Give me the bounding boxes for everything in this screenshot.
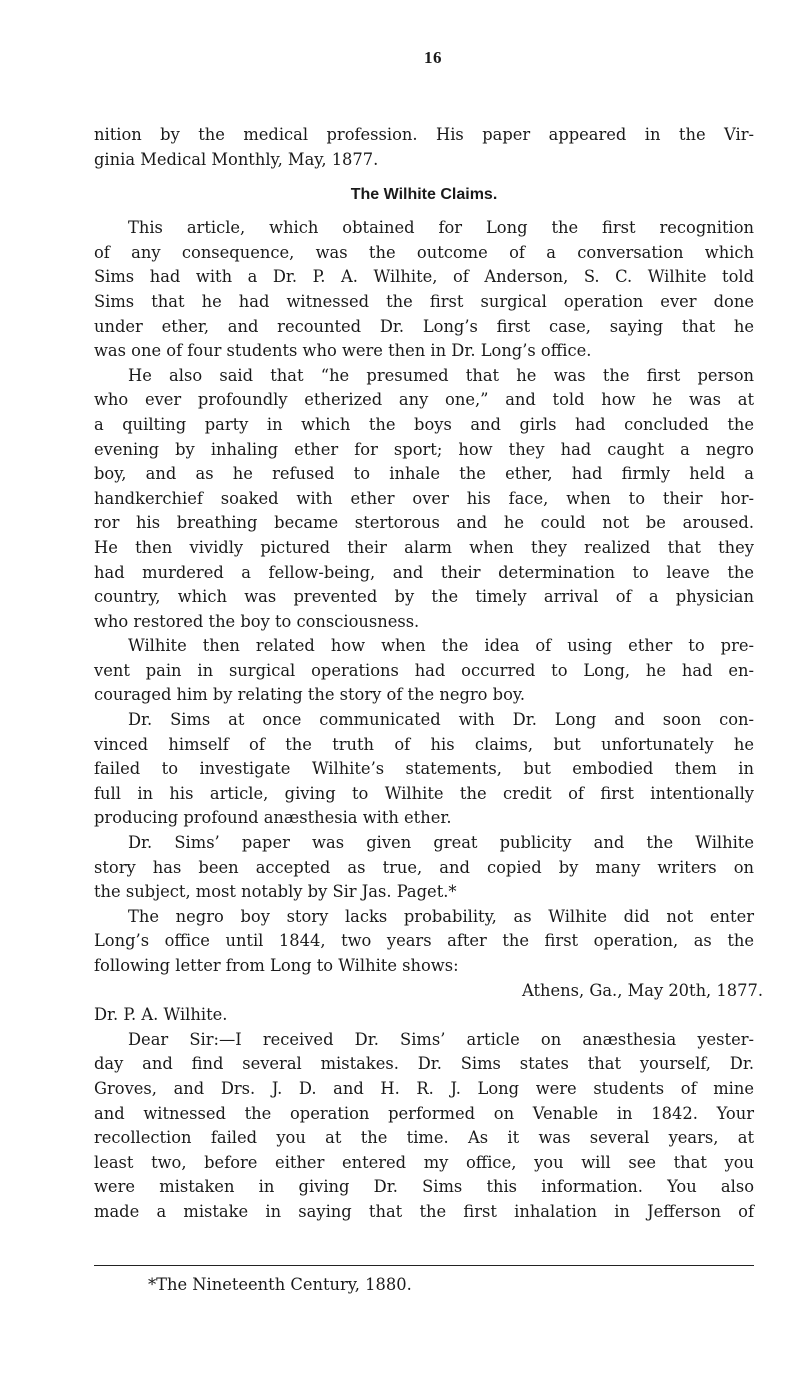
spacer (94, 208, 754, 216)
text-line: Dr. Sims’ paper was given great publicity and the Wilhite (128, 833, 754, 853)
paragraph-he-also-said (94, 364, 754, 635)
text-line: had murdered a fellow-being, and their determination to leave the (94, 562, 754, 582)
text-line: vent pain in surgical operations had occurred to Long, he had en- (94, 660, 754, 680)
text-line: Sims that he had witnessed the first surgical operation ever done (94, 291, 754, 311)
footnote: *The Nineteenth Century, 1880. (148, 1275, 412, 1294)
paragraph-wilhite-related (94, 634, 754, 708)
text-line: Dr. Sims at once communicated with Dr. Long and soon con- (128, 710, 754, 730)
text-line: ginia Medical Monthly, May, 1877. (94, 149, 379, 169)
text-line: a quilting party in which the boys and girls had concluded the (94, 414, 754, 434)
text-line: under ether, and recounted Dr. Long’s first case, saying that he (94, 316, 754, 336)
text-line: Dear Sir:—I received Dr. Sims’ article on anæsthesia yester- (128, 1029, 754, 1049)
text-line: failed to investigate Wilhite’s statements, but embodied them in (94, 759, 754, 779)
text-line: country, which was prevented by the timely arrival of a physician (94, 587, 754, 607)
text-line: Long’s office until 1844, two years after the first operation, as the (94, 931, 754, 951)
text-line: couraged him by relating the story of the negro boy. (94, 685, 526, 705)
letter-body (94, 1028, 754, 1225)
text-line: day and find several mistakes. Dr. Sims states that yourself, Dr. (94, 1054, 754, 1074)
text-line: the subject, most notably by Sir Jas. Paget.* (94, 882, 457, 902)
paragraph-negro-boy-story (94, 905, 754, 979)
opening-paragraph (94, 123, 754, 172)
text-line: was one of four students who were then in Dr. Long’s office. (94, 341, 592, 361)
letter-dateline: Athens, Ga., May 20th, 1877. (522, 980, 764, 1000)
text-line: least two, before either entered my office, you will see that you (94, 1152, 754, 1172)
footnote-divider (94, 1265, 754, 1266)
text-line: following letter from Long to Wilhite shows: (94, 956, 459, 975)
text-line: handkerchief soaked with ether over his face, when to their hor- (94, 488, 754, 508)
paragraph-sims-paper (94, 831, 754, 905)
text-line: recollection failed you at the time. As it was several years, at (94, 1128, 754, 1148)
text-line: producing profound anæsthesia with ether. (94, 808, 452, 828)
text-line: boy, and as he refused to inhale the ether, had firmly held a (94, 464, 754, 484)
section-title: The Wilhite Claims. (350, 186, 498, 204)
text-line: nition by the medical profession. His paper appeared in the Vir- (94, 125, 754, 144)
text-line: story has been accepted as true, and copied by many writers on (94, 857, 754, 877)
text-line: and witnessed the operation performed on Venable in 1842. Your (94, 1103, 754, 1123)
body-text (94, 123, 764, 1225)
page-number: 16 (424, 48, 442, 67)
text-line: The negro boy story lacks probability, as Wilhite did not enter (128, 906, 754, 926)
letter-addressee: Dr. P. A. Wilhite. (94, 1005, 228, 1025)
text-line: This article, which obtained for Long the first recognition (128, 218, 754, 238)
text-line: Wilhite then related how when the idea of using ether to pre- (128, 636, 754, 656)
text-line: full in his article, giving to Wilhite the credit of first intentionally (94, 783, 754, 803)
text-line: were mistaken in giving Dr. Sims this information. You also (94, 1177, 754, 1197)
text-line: Groves, and Drs. J. D. and H. R. J. Long were students of mine (94, 1078, 754, 1098)
text-line: ror his breathing became stertorous and he could not be aroused. (94, 513, 754, 533)
text-line: who restored the boy to consciousness. (94, 611, 420, 631)
text-line: evening by inhaling ether for sport; how they had caught a negro (94, 439, 754, 459)
text-line: He then vividly pictured their alarm when they realized that they (94, 537, 754, 557)
paragraph-dr-sims (94, 708, 754, 831)
text-line: of any consequence, was the outcome of a conversation which (94, 242, 754, 262)
text-line: He also said that “he presumed that he was the first person (128, 365, 754, 385)
text-line: made a mistake in saying that the first inhalation in Jefferson of (94, 1201, 754, 1221)
text-line: Sims had with a Dr. P. A. Wilhite, of Anderson, S. C. Wilhite told (94, 267, 754, 287)
text-line: vinced himself of the truth of his claims, but unfortunately he (94, 734, 754, 754)
paragraph-this-article (94, 216, 754, 364)
text-line: who ever profoundly etherized any one,” and told how he was at (94, 390, 754, 410)
